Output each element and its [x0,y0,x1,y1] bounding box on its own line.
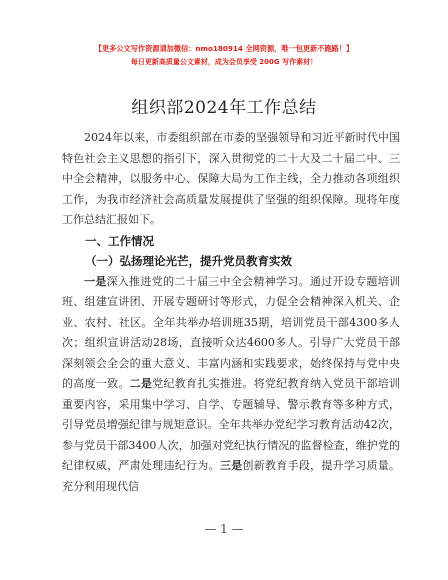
promo-banner-line-2: 每日更新高质量公文素材，成为会员享受 200G 写作素材！ [130,58,318,66]
body-paragraph [62,272,400,498]
paragraph-lead-2: 二是 [129,377,153,390]
intro-paragraph: 2024年以来，市委组织部在市委的坚强领导和习近平新时代中国特色社会主义思想的指引下，深入贯彻党的二十大及二十届二中、三中全会精神，以服务中心、保障大局为工作主线，全力推动各项组织工作，为我市经济社会高质量发展提供了坚强的组织保障。现将年度工作总结汇报如下。 [62,131,400,226]
paragraph-text-3: 创新教育手段，提升学习质量。充分利用现代信 [62,459,401,493]
document-title: 组织部2024年工作总结 [131,98,317,118]
promo-banner-line-1: 【更多公文写作资源请加微信：nmo180914 全网资源，唯一包更新不跑路！】 [94,44,354,53]
subsection-heading: （一）弘扬理论光芒，提升党员教育实效 [85,254,292,268]
paragraph-text-1: 深入推进党的二十届三中全会精神学习。通过开设专题培训班、组建宣讲团、开展专题研讨等形式，力促全会精神深入机关、企业、农村、社区。全年共举办培训班35期，培训党员干部4300多人次；组织宣讲活动28场，直接听众达4600多人。引导广大党员干部深刻领会全会的重大意义、丰富内涵和实践要求，始终保持与党中央的高度一致。 [62,274,400,390]
document-body [62,128,400,497]
page-number: — 1 — [204,522,244,536]
section-heading: 一、工作情况 [85,233,154,248]
paragraph-text-2: 党纪教育扎实推进。将党纪教育纳入党员干部培训重要内容，采用集中学习、自学、专题辅导、警示教育等多种方式，引导党员增强纪律与规矩意识。全年共举办党纪学习教育活动42次，参与党员干部3400人次，加强对党纪执行情况的监督检查，维护党的纪律权威，严肃处理违纪行为。 [62,377,401,472]
paragraph-lead-1: 一是 [84,274,107,288]
paragraph-lead-3: 三是 [219,459,243,472]
